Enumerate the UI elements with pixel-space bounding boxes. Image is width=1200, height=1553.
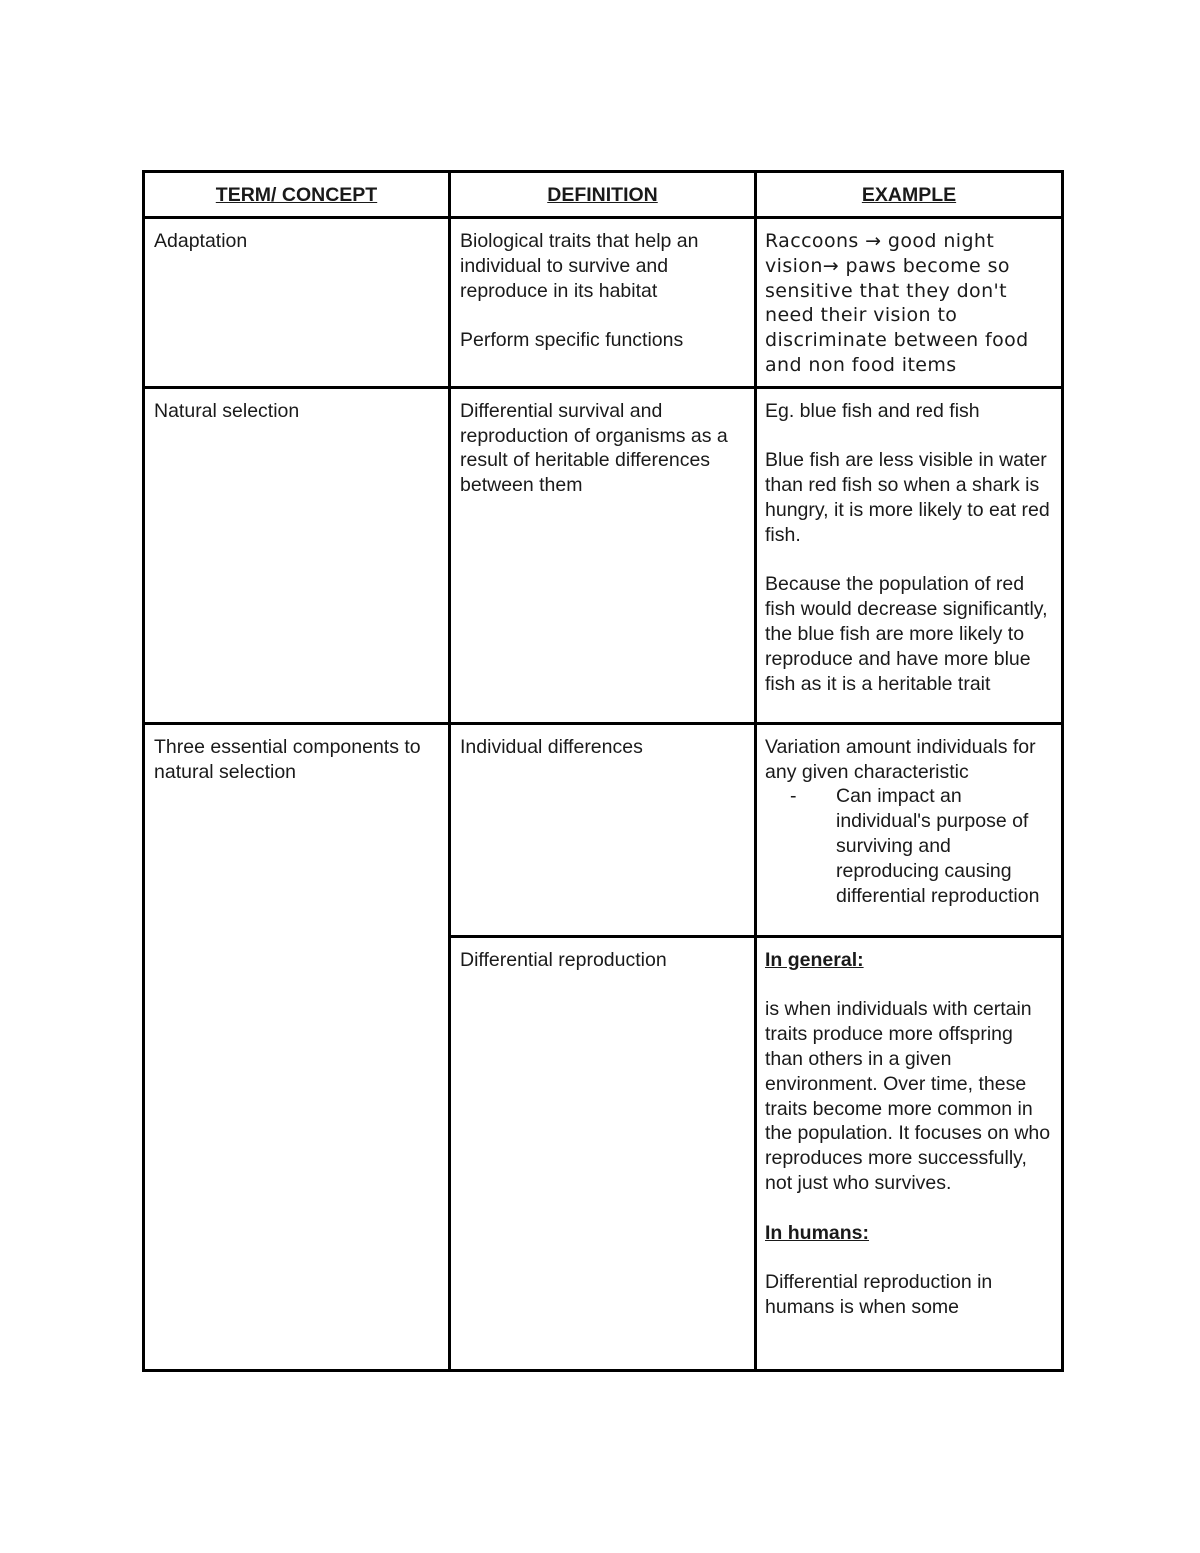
term-cell — [144, 218, 450, 388]
definition-cell — [450, 936, 756, 1370]
term-text: Natural selection — [154, 399, 300, 422]
table-row-natural-selection — [144, 387, 1063, 723]
definition-text: Perform specific functions — [460, 329, 684, 352]
term-text: Three essential components to natural selection — [154, 735, 421, 783]
dash-bullet: - — [790, 785, 797, 808]
example-text: Variation amount individuals for any given characteristic — [765, 735, 1036, 783]
example-text: is when individuals with certain traits produce more offspring than others in a given environment. Over time, these traits become more common in the population. It focuses on who reproduces more successfully, not just who survives. — [765, 998, 1051, 1194]
term-cell — [144, 387, 450, 723]
list-item — [765, 784, 1053, 908]
definition-text: Biological traits that help an individual to survive and reproduce in its habitat — [460, 230, 699, 302]
definition-text: Individual differences — [460, 735, 643, 758]
definition-text: Differential reproduction — [460, 948, 667, 971]
subheading-humans: In humans: — [765, 1221, 870, 1244]
definition-cell — [450, 218, 756, 388]
bullet-list — [765, 784, 1053, 908]
bullet-text: Can impact an individual's purpose of surviving and reproducing causing differential reproduction — [836, 785, 1040, 907]
term-cell — [144, 723, 450, 1370]
example-text: Raccoons → good night vision→ paws become so sensitive that they don't need their vision to discriminate between food and non food items — [765, 230, 1029, 376]
term-text: Adaptation — [154, 230, 248, 252]
header-row — [144, 172, 1063, 218]
definition-text: Differential survival and reproduction of organisms as a result of heritable differences between them — [460, 399, 728, 497]
definition-cell — [450, 723, 756, 936]
example-cell — [756, 723, 1063, 936]
subheading-general: In general: — [765, 948, 864, 971]
example-cell — [756, 936, 1063, 1370]
definition-cell — [450, 387, 756, 723]
concept-table — [142, 170, 1064, 1372]
example-cell — [756, 218, 1063, 388]
table-row-adaptation — [144, 218, 1063, 388]
table-row-individual-differences — [144, 723, 1063, 936]
header-example: EXAMPLE — [756, 172, 1063, 218]
example-text: Blue fish are less visible in water than red fish so when a shark is hungry, it is more likely to eat red fish. — [765, 449, 1050, 546]
header-term: TERM/ CONCEPT — [144, 172, 450, 218]
example-cell — [756, 387, 1063, 723]
example-text: Differential reproduction in humans is when some — [765, 1271, 993, 1318]
example-text: Eg. blue fish and red fish — [765, 399, 980, 422]
example-text: Because the population of red fish would decrease significantly, the blue fish are more likely to reproduce and have more blue fish as it is a heritable trait — [765, 573, 1048, 695]
header-definition: DEFINITION — [450, 172, 756, 218]
